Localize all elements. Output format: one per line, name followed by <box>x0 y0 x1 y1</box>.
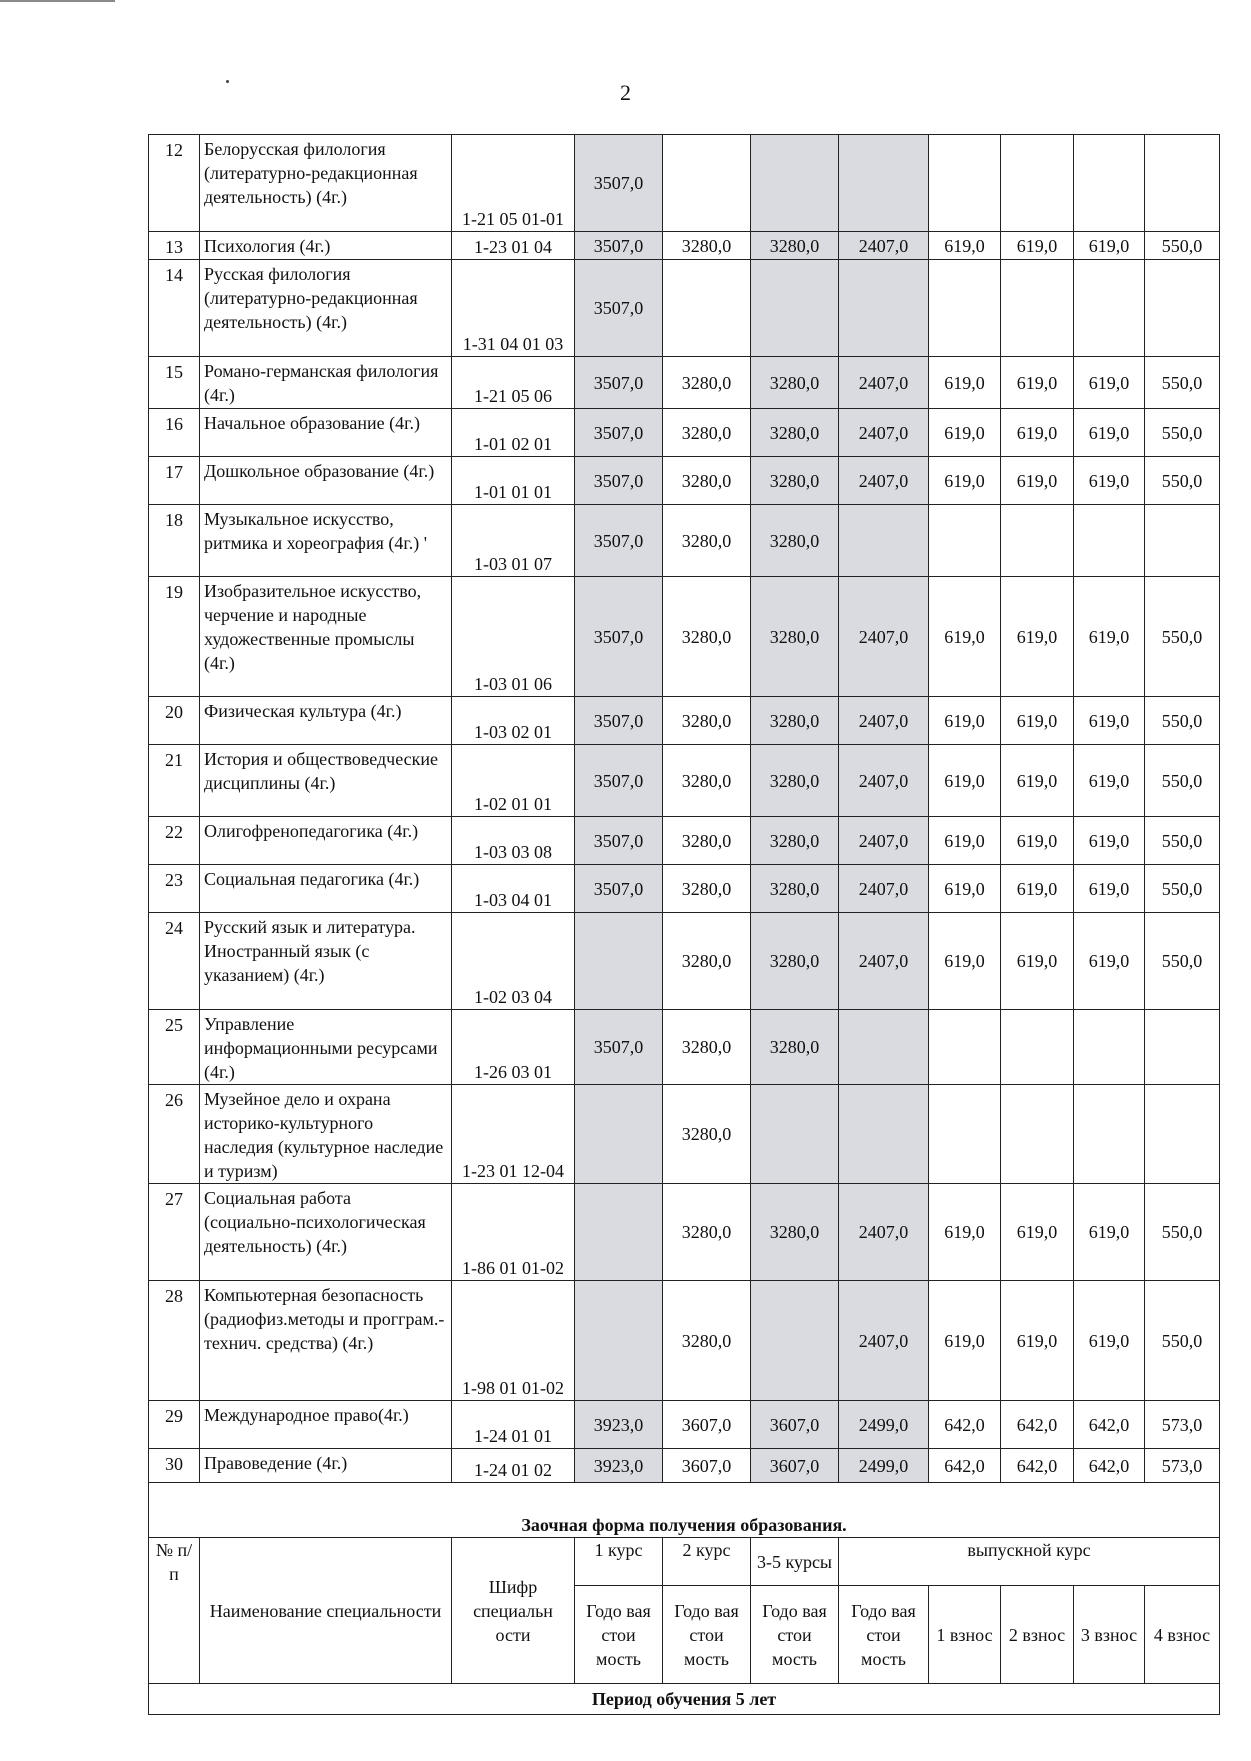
header-installment-2: 2 взнос <box>1001 1586 1074 1684</box>
cost-cell: 3280,0 <box>751 1184 839 1281</box>
cost-cell: 619,0 <box>1074 913 1145 1010</box>
cost-cell: 3280,0 <box>751 817 839 865</box>
cost-cell <box>929 260 1001 357</box>
cost-cell <box>839 135 929 232</box>
cost-cell: 3280,0 <box>663 1184 751 1281</box>
cost-cell: 3280,0 <box>751 577 839 697</box>
cost-cell: 3507,0 <box>575 865 663 913</box>
cost-cell: 2407,0 <box>839 232 929 260</box>
table-row <box>149 1010 1220 1085</box>
cost-cell: 642,0 <box>1001 1401 1074 1449</box>
specialty-name: Социальная работа (социально-психологическая деятельность) (4г.) <box>200 1184 452 1281</box>
specialty-name: Управление информационными ресурсами (4г.) <box>200 1010 452 1085</box>
cost-cell: 3280,0 <box>663 1010 751 1085</box>
cost-cell: 3507,0 <box>575 505 663 577</box>
specialty-code: 1-03 04 01 <box>452 865 575 913</box>
specialty-name: История и обществоведческие дисциплины (4г.) <box>200 745 452 817</box>
cost-cell <box>839 1010 929 1085</box>
specialty-code: 1-03 01 06 <box>452 577 575 697</box>
table-row <box>149 457 1220 505</box>
cost-cell: 2407,0 <box>839 1281 929 1401</box>
cost-cell: 642,0 <box>1074 1449 1145 1483</box>
header-annual-cost-3: Годо вая стои мость <box>751 1586 839 1684</box>
cost-cell <box>575 1085 663 1184</box>
cost-cell: 3607,0 <box>751 1449 839 1483</box>
cost-cell: 3280,0 <box>663 1281 751 1401</box>
row-number: 24 <box>149 913 200 1010</box>
cost-cell: 550,0 <box>1145 1184 1220 1281</box>
cost-cell: 619,0 <box>929 817 1001 865</box>
cost-cell: 550,0 <box>1145 913 1220 1010</box>
cost-cell: 619,0 <box>1074 745 1145 817</box>
specialty-name: Социальная педагогика (4г.) <box>200 865 452 913</box>
cost-cell: 3280,0 <box>663 505 751 577</box>
cost-cell: 3507,0 <box>575 232 663 260</box>
cost-cell: 2407,0 <box>839 913 929 1010</box>
table-row <box>149 232 1220 260</box>
table-row <box>149 260 1220 357</box>
cost-cell: 619,0 <box>1001 745 1074 817</box>
cost-cell: 619,0 <box>1074 357 1145 409</box>
cost-cell: 619,0 <box>929 697 1001 745</box>
cost-cell: 642,0 <box>1074 1401 1145 1449</box>
cost-cell <box>1001 135 1074 232</box>
specialty-name: Правоведение (4г.) <box>200 1449 452 1483</box>
cost-cell: 550,0 <box>1145 577 1220 697</box>
specialty-code: 1-86 01 01-02 <box>452 1184 575 1281</box>
cost-cell: 550,0 <box>1145 865 1220 913</box>
cost-cell: 619,0 <box>1001 913 1074 1010</box>
cost-cell <box>839 1085 929 1184</box>
header-installment-4: 4 взнос <box>1145 1586 1220 1684</box>
row-number: 22 <box>149 817 200 865</box>
specialty-name: Русская филология (литературно-редакционная деятельность) (4г.) <box>200 260 452 357</box>
specialty-code: 1-03 02 01 <box>452 697 575 745</box>
cost-cell <box>1145 260 1220 357</box>
cost-cell: 2499,0 <box>839 1401 929 1449</box>
specialty-name: Компьютерная безопасность (радиофиз.методы и прогграм.-технич. средства) (4г.) <box>200 1281 452 1401</box>
specialty-code: 1-23 01 04 <box>452 232 575 260</box>
cost-cell: 3507,0 <box>575 697 663 745</box>
cost-cell: 3280,0 <box>751 697 839 745</box>
cost-cell: 3507,0 <box>575 817 663 865</box>
cost-cell <box>929 1085 1001 1184</box>
cost-cell: 619,0 <box>1074 457 1145 505</box>
specialty-name: Начальное образование (4г.) <box>200 409 452 457</box>
specialty-name: Физическая культура (4г.) <box>200 697 452 745</box>
table-row <box>149 577 1220 697</box>
cost-cell <box>1074 505 1145 577</box>
cost-cell: 3280,0 <box>751 745 839 817</box>
table-row <box>149 1401 1220 1449</box>
table-row <box>149 817 1220 865</box>
cost-cell: 2407,0 <box>839 817 929 865</box>
cost-cell <box>839 260 929 357</box>
cost-cell: 619,0 <box>929 357 1001 409</box>
header-course-3-5: 3-5 курсы <box>751 1538 839 1586</box>
table-row <box>149 697 1220 745</box>
table-row <box>149 913 1220 1010</box>
cost-cell <box>575 913 663 1010</box>
table-row <box>149 865 1220 913</box>
header-final-course: выпускной курс <box>839 1538 1220 1586</box>
row-number: 23 <box>149 865 200 913</box>
specialty-code: 1-31 04 01 03 <box>452 260 575 357</box>
cost-cell: 619,0 <box>1001 1184 1074 1281</box>
header-installment-1: 1 взнос <box>929 1586 1001 1684</box>
cost-cell <box>1001 260 1074 357</box>
cost-cell: 3923,0 <box>575 1401 663 1449</box>
tuition-table <box>148 134 1220 1715</box>
cost-cell <box>575 1184 663 1281</box>
cost-cell: 619,0 <box>929 1184 1001 1281</box>
cost-cell: 3507,0 <box>575 409 663 457</box>
cost-cell: 3507,0 <box>575 457 663 505</box>
header-course-1: 1 курс <box>575 1538 663 1586</box>
cost-cell: 619,0 <box>929 232 1001 260</box>
row-number: 21 <box>149 745 200 817</box>
cost-cell: 3607,0 <box>663 1449 751 1483</box>
specialty-code: 1-21 05 06 <box>452 357 575 409</box>
specialty-name: Музейное дело и охрана историко-культурного наследия (культурное наследие и туризм) <box>200 1085 452 1184</box>
cost-cell: 3280,0 <box>663 1085 751 1184</box>
cost-cell: 3280,0 <box>751 1010 839 1085</box>
page-number: 2 <box>620 80 631 105</box>
cost-cell: 619,0 <box>1001 1281 1074 1401</box>
table-row <box>149 1184 1220 1281</box>
cost-cell <box>751 260 839 357</box>
cost-cell <box>929 505 1001 577</box>
table-row <box>149 135 1220 232</box>
cost-cell: 619,0 <box>929 865 1001 913</box>
cost-cell <box>1145 1085 1220 1184</box>
specialty-code: 1-23 01 12-04 <box>452 1085 575 1184</box>
row-number: 20 <box>149 697 200 745</box>
cost-cell: 550,0 <box>1145 745 1220 817</box>
row-number: 28 <box>149 1281 200 1401</box>
cost-cell <box>1074 260 1145 357</box>
header-code: Шифр специальн ости <box>452 1538 575 1684</box>
cost-cell <box>751 1085 839 1184</box>
cost-cell: 3507,0 <box>575 357 663 409</box>
row-number: 17 <box>149 457 200 505</box>
cost-cell: 619,0 <box>929 577 1001 697</box>
cost-cell: 619,0 <box>929 457 1001 505</box>
cost-cell: 619,0 <box>1001 865 1074 913</box>
cost-cell: 2407,0 <box>839 357 929 409</box>
cost-cell <box>1145 135 1220 232</box>
specialty-code: 1-01 02 01 <box>452 409 575 457</box>
cost-cell: 3280,0 <box>663 409 751 457</box>
cost-cell: 619,0 <box>1074 1184 1145 1281</box>
cost-cell: 3507,0 <box>575 260 663 357</box>
table-row <box>149 745 1220 817</box>
cost-cell <box>751 1281 839 1401</box>
cost-cell: 3280,0 <box>663 745 751 817</box>
row-number: 30 <box>149 1449 200 1483</box>
header-annual-cost-2: Годо вая стои мость <box>663 1586 751 1684</box>
row-number: 29 <box>149 1401 200 1449</box>
header-annual-cost-final: Годо вая стои мость <box>839 1586 929 1684</box>
cost-cell: 642,0 <box>1001 1449 1074 1483</box>
cost-cell: 619,0 <box>1074 409 1145 457</box>
cost-cell: 2407,0 <box>839 409 929 457</box>
cost-cell: 550,0 <box>1145 1281 1220 1401</box>
cost-cell: 3280,0 <box>663 357 751 409</box>
specialty-name: Дошкольное образование (4г.) <box>200 457 452 505</box>
cost-cell <box>1074 1010 1145 1085</box>
cost-cell: 550,0 <box>1145 457 1220 505</box>
cost-cell: 3280,0 <box>663 865 751 913</box>
cost-cell: 619,0 <box>1074 1281 1145 1401</box>
cost-cell: 619,0 <box>1074 697 1145 745</box>
cost-cell: 3280,0 <box>751 865 839 913</box>
header-num: № п/п <box>149 1538 200 1684</box>
cost-cell: 619,0 <box>929 745 1001 817</box>
cost-cell <box>929 135 1001 232</box>
cost-cell <box>751 135 839 232</box>
cost-cell: 550,0 <box>1145 697 1220 745</box>
table-row <box>149 357 1220 409</box>
cost-cell <box>1001 1010 1074 1085</box>
row-number: 26 <box>149 1085 200 1184</box>
specialty-code: 1-01 01 01 <box>452 457 575 505</box>
cost-cell: 619,0 <box>1074 577 1145 697</box>
cost-cell <box>575 1281 663 1401</box>
cost-cell: 2407,0 <box>839 745 929 817</box>
cost-cell: 573,0 <box>1145 1401 1220 1449</box>
cost-cell: 619,0 <box>1001 577 1074 697</box>
cost-cell: 619,0 <box>1074 865 1145 913</box>
specialty-name: Белорусская филология (литературно-редакционная деятельность) (4г.) <box>200 135 452 232</box>
cost-cell: 619,0 <box>1001 232 1074 260</box>
specialty-code: 1-21 05 01-01 <box>452 135 575 232</box>
specialty-name: Музыкальное искусство, ритмика и хореография (4г.) ' <box>200 505 452 577</box>
cost-cell: 619,0 <box>1001 697 1074 745</box>
cost-cell: 642,0 <box>929 1401 1001 1449</box>
row-number: 12 <box>149 135 200 232</box>
cost-cell: 3280,0 <box>663 577 751 697</box>
cost-cell <box>929 1010 1001 1085</box>
cost-cell <box>839 505 929 577</box>
cost-cell: 550,0 <box>1145 357 1220 409</box>
specialty-name: Изобразительное искусство, черчение и народные художественные промыслы (4г.) <box>200 577 452 697</box>
row-number: 18 <box>149 505 200 577</box>
cost-cell: 619,0 <box>929 913 1001 1010</box>
row-number: 16 <box>149 409 200 457</box>
cost-cell <box>1145 1010 1220 1085</box>
cost-cell: 3280,0 <box>751 913 839 1010</box>
table-row <box>149 1281 1220 1401</box>
cost-cell: 3280,0 <box>663 697 751 745</box>
cost-cell: 619,0 <box>1001 817 1074 865</box>
cost-cell: 619,0 <box>1001 409 1074 457</box>
specialty-name: Психология (4г.) <box>200 232 452 260</box>
cost-cell: 619,0 <box>1074 817 1145 865</box>
cost-cell: 550,0 <box>1145 409 1220 457</box>
row-number: 27 <box>149 1184 200 1281</box>
cost-cell: 3280,0 <box>663 817 751 865</box>
row-number: 14 <box>149 260 200 357</box>
cost-cell <box>663 260 751 357</box>
table-row <box>149 1449 1220 1483</box>
cost-cell: 3280,0 <box>751 505 839 577</box>
row-number: 13 <box>149 232 200 260</box>
specialty-code: 1-98 01 01-02 <box>452 1281 575 1401</box>
cost-cell: 642,0 <box>929 1449 1001 1483</box>
cost-cell: 3923,0 <box>575 1449 663 1483</box>
section-title: Заочная форма получения образования. <box>149 1483 1220 1538</box>
cost-cell <box>663 135 751 232</box>
specialty-code: 1-03 03 08 <box>452 817 575 865</box>
specialty-name: Олигофренопедагогика (4г.) <box>200 817 452 865</box>
cost-cell: 3507,0 <box>575 135 663 232</box>
cost-cell: 3507,0 <box>575 577 663 697</box>
table-body <box>149 135 1220 1483</box>
cost-cell: 550,0 <box>1145 817 1220 865</box>
header-course-2: 2 курс <box>663 1538 751 1586</box>
cost-cell: 3607,0 <box>751 1401 839 1449</box>
table-row <box>149 1085 1220 1184</box>
header-annual-cost-1: Годо вая стои мость <box>575 1586 663 1684</box>
cost-cell: 2407,0 <box>839 577 929 697</box>
specialty-name: Международное право(4г.) <box>200 1401 452 1449</box>
specialty-code: 1-24 01 02 <box>452 1449 575 1483</box>
cost-cell: 3280,0 <box>751 457 839 505</box>
cost-cell: 619,0 <box>1001 457 1074 505</box>
cost-cell: 2407,0 <box>839 697 929 745</box>
cost-cell <box>1001 505 1074 577</box>
cost-cell: 3507,0 <box>575 745 663 817</box>
cost-cell: 3607,0 <box>663 1401 751 1449</box>
cost-cell <box>1001 1085 1074 1184</box>
cost-cell: 2499,0 <box>839 1449 929 1483</box>
cost-cell <box>1145 505 1220 577</box>
header-installment-3: 3 взнос <box>1074 1586 1145 1684</box>
row-number: 25 <box>149 1010 200 1085</box>
cost-cell: 619,0 <box>929 409 1001 457</box>
cost-cell: 619,0 <box>929 1281 1001 1401</box>
cost-cell: 619,0 <box>1074 232 1145 260</box>
cost-cell: 3280,0 <box>751 232 839 260</box>
specialty-name: Русский язык и литература. Иностранный язык (с указанием) (4г.) <box>200 913 452 1010</box>
specialty-code: 1-02 01 01 <box>452 745 575 817</box>
cost-cell: 3507,0 <box>575 1010 663 1085</box>
cost-cell: 3280,0 <box>663 232 751 260</box>
study-period: Период обучения 5 лет <box>149 1684 1220 1715</box>
cost-cell: 550,0 <box>1145 232 1220 260</box>
cost-cell: 2407,0 <box>839 865 929 913</box>
cost-cell: 3280,0 <box>751 357 839 409</box>
specialty-code: 1-02 03 04 <box>452 913 575 1010</box>
specialty-code: 1-24 01 01 <box>452 1401 575 1449</box>
cost-cell: 619,0 <box>1001 357 1074 409</box>
cost-cell: 3280,0 <box>663 457 751 505</box>
scan-artifact <box>0 0 115 2</box>
cost-cell: 3280,0 <box>663 913 751 1010</box>
specialty-name: Романо-германская филология (4г.) <box>200 357 452 409</box>
cost-cell: 2407,0 <box>839 1184 929 1281</box>
row-number: 15 <box>149 357 200 409</box>
specialty-code: 1-03 01 07 <box>452 505 575 577</box>
cost-cell: 2407,0 <box>839 457 929 505</box>
cost-cell: 573,0 <box>1145 1449 1220 1483</box>
cost-cell: 3280,0 <box>751 409 839 457</box>
cost-cell <box>1074 1085 1145 1184</box>
cost-cell <box>1074 135 1145 232</box>
row-number: 19 <box>149 577 200 697</box>
table-row <box>149 505 1220 577</box>
table-row <box>149 409 1220 457</box>
header-name: Наименование специальности <box>200 1538 452 1684</box>
specialty-code: 1-26 03 01 <box>452 1010 575 1085</box>
